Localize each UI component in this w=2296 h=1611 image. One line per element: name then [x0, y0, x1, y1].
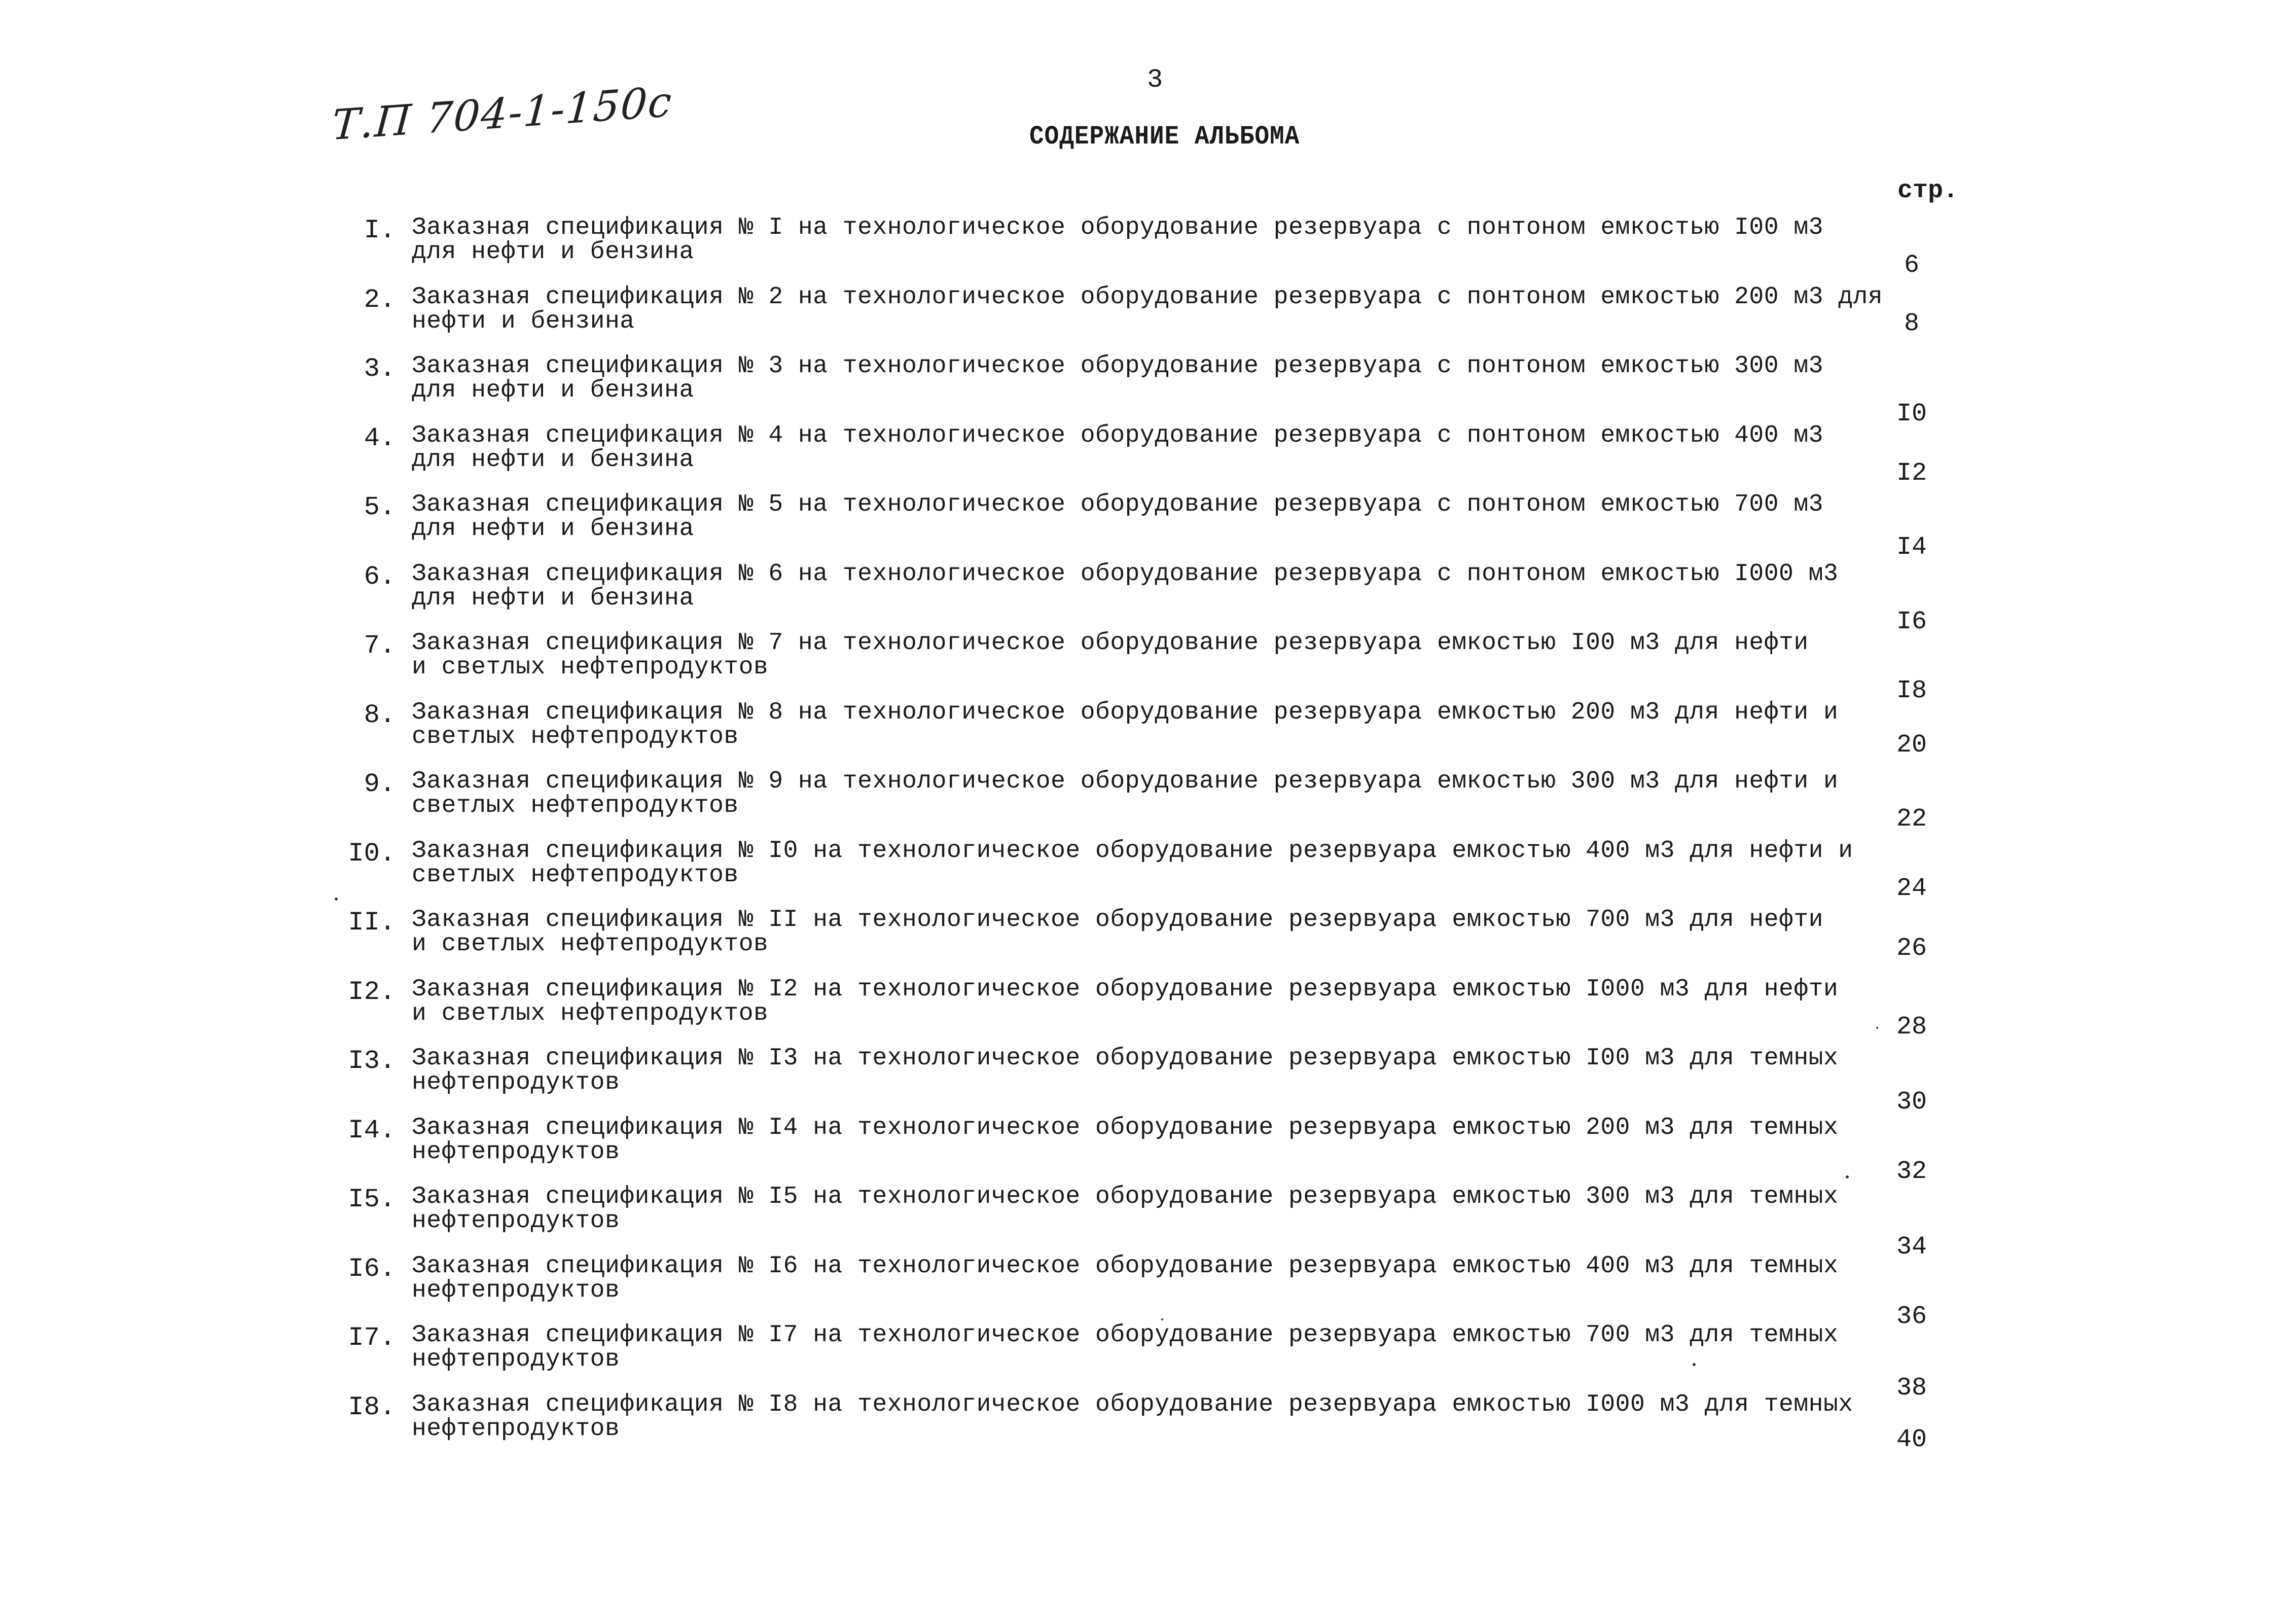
toc-entry: [350, 1392, 2033, 1453]
toc-entry: [350, 491, 2033, 562]
toc-entry-line2: нефтепродуктов: [412, 1069, 620, 1096]
toc-entry-line1: Заказная спецификация № 5 на технологическое оборудование резервуара с понтоном емкостью 700 м3: [412, 491, 1823, 518]
toc-entry-number: 8.: [364, 700, 396, 730]
toc-entry-line2: и светлых нефтепродуктов: [412, 930, 769, 958]
toc-entry-number: 9.: [364, 769, 396, 799]
toc-entry-line1: Заказная спецификация № I0 на технологическое оборудование резервуара емкостью 400 м3 для нефти и: [412, 837, 1853, 865]
toc-entry-page: 8: [1904, 309, 1919, 338]
scan-speck: [335, 898, 338, 901]
toc-entry-line1: Заказная спецификация № 2 на технологическое оборудование резервуара с понтоном емкостью 200 м3 для: [412, 283, 1883, 311]
toc-entry: [350, 421, 2033, 488]
toc-entry-number: I3.: [348, 1046, 396, 1076]
toc-entry-text: [412, 839, 1913, 887]
toc-entry-line2: нефтепродуктов: [412, 1207, 620, 1235]
toc-entry-line1: Заказная спецификация № 6 на технологическое оборудование резервуара с понтоном емкостью I000 м3: [412, 560, 1839, 588]
toc-entry: [350, 629, 2033, 705]
toc-entry-line2: для нефти и бензина: [412, 446, 694, 474]
toc-entry-text: [412, 423, 1913, 472]
toc-entry: [348, 975, 2033, 1042]
toc-entry-text: [412, 1323, 1913, 1372]
toc-entry-number: I5.: [348, 1185, 396, 1214]
toc-entry-line2: нефтепродуктов: [412, 1346, 620, 1373]
toc-entry-number: I4.: [348, 1115, 396, 1145]
toc-entry-line1: Заказная спецификация № 3 на технологическое оборудование резервуара с понтоном емкостью 300 м3: [412, 352, 1823, 380]
toc-entry: [348, 1114, 2033, 1186]
toc-entry-line2: нефтепродуктов: [412, 1138, 620, 1166]
toc-entry: [348, 1045, 2033, 1117]
toc-entry-page: I4: [1896, 533, 1927, 562]
toc-entry-page: 32: [1896, 1157, 1927, 1186]
toc-entry-line2: нефтепродуктов: [412, 1415, 620, 1443]
toc-entry-page: 34: [1896, 1233, 1927, 1262]
toc-entry-line2: для нефти и бензина: [412, 377, 694, 404]
toc-entry-line2: нефтепродуктов: [412, 1276, 620, 1304]
toc-entry-line1: Заказная спецификация № I3 на технологическое оборудование резервуара емкостью I00 м3 для темных: [412, 1045, 1839, 1072]
toc-entry-text: [412, 700, 1913, 749]
toc-entry-number: I6.: [348, 1254, 396, 1284]
toc-entry-text: [412, 354, 1913, 403]
page-number: 3: [1147, 65, 1164, 95]
document-code-stamp: Т.П 704-1-150с: [330, 78, 674, 150]
toc-entry-text: [412, 1392, 1913, 1441]
toc-entry-number: 2.: [364, 284, 396, 315]
scan-speck: [1693, 1363, 1696, 1366]
toc-entry-text: [412, 631, 1913, 679]
toc-entry-line1: Заказная спецификация № I6 на технологическое оборудование резервуара емкостью 400 м3 для темных: [412, 1252, 1839, 1280]
toc-entry-text: [412, 977, 1913, 1026]
toc-entry: [350, 560, 2033, 636]
toc-entry-line1: Заказная спецификация № I5 на технологическое оборудование резервуара емкостью 300 м3 для темных: [412, 1183, 1839, 1210]
toc-entry-page: 6: [1904, 251, 1919, 280]
toc-entry-number: I2.: [348, 977, 396, 1007]
toc-entry-page: 24: [1896, 874, 1927, 903]
toc-entry-page: I6: [1896, 607, 1927, 636]
toc-entry: [348, 1183, 2033, 1262]
toc-entry-number: I8.: [348, 1392, 396, 1422]
toc-entry-number: 3.: [364, 354, 396, 384]
toc-entry-number: I.: [364, 216, 396, 245]
toc-entry-text: [412, 216, 1913, 264]
toc-entry: [348, 837, 2033, 903]
toc-entry-line1: Заказная спецификация № I7 на технологическое оборудование резервуара емкостью 700 м3 для темных: [412, 1321, 1839, 1349]
toc-entry: [348, 1252, 2033, 1331]
toc-entry-line2: светлых нефтепродуктов: [412, 723, 739, 750]
toc-entry-page: 20: [1896, 730, 1927, 760]
toc-entry-line1: Заказная спецификация № 7 на технологическое оборудование резервуара емкостью I00 м3 для нефти: [412, 629, 1809, 657]
scan-speck: [1161, 1318, 1163, 1320]
toc-entry: [350, 700, 2033, 761]
toc-entry-line1: Заказная спецификация № I4 на технологическое оборудование резервуара емкостью 200 м3 для темных: [412, 1114, 1839, 1141]
toc-entry-text: [412, 769, 1913, 818]
toc-entry-text: [412, 1046, 1913, 1095]
toc-entry-page: I8: [1896, 676, 1927, 705]
scan-speck: [1876, 1027, 1878, 1029]
toc-entry: [350, 908, 2033, 969]
toc-entry-number: I0.: [348, 838, 396, 869]
toc-entry-line2: светлых нефтепродуктов: [412, 792, 739, 819]
toc-entry-line1: Заказная спецификация № 8 на технологическое оборудование резервуара емкостью 200 м3 для нефти и: [412, 698, 1839, 726]
toc-entry-page: 36: [1896, 1302, 1927, 1331]
toc-entry-line2: нефти и бензина: [412, 307, 635, 335]
toc-entry-number: 4.: [364, 423, 396, 453]
toc-entry-line2: для нефти и бензина: [412, 515, 694, 543]
toc-entry-page: 26: [1896, 934, 1927, 963]
toc-entry-page: 22: [1896, 805, 1927, 834]
toc-entry: [350, 768, 2033, 834]
toc-entry: [350, 285, 2033, 346]
toc-entry-page: 40: [1896, 1425, 1927, 1454]
toc-entry-line2: и светлых нефтепродуктов: [412, 654, 769, 681]
toc-entry-number: 7.: [364, 631, 396, 661]
toc-entry-line2: для нефти и бензина: [412, 584, 694, 612]
toc-entry-number: I7.: [348, 1323, 396, 1353]
toc-entry-page: I0: [1896, 400, 1927, 428]
toc-entry-line1: Заказная спецификация № 4 на технологическое оборудование резервуара с понтоном емкостью 400 м3: [412, 421, 1823, 449]
toc-entry-line2: светлых нефтепродуктов: [412, 861, 739, 889]
toc-entry-line1: Заказная спецификация № I на технологическое оборудование резервуара с понтоном емкостью I00 м3: [412, 214, 1823, 241]
toc-entry: [350, 214, 2033, 280]
toc-entry-number: II.: [348, 908, 396, 938]
toc-entry-text: [412, 492, 1913, 541]
toc-entry-text: [412, 562, 1913, 611]
toc-entry-text: [412, 1254, 1913, 1303]
toc-entry-line2: для нефти и бензина: [412, 238, 694, 266]
toc-entry-line1: Заказная спецификация № 9 на технологическое оборудование резервуара емкостью 300 м3 для нефти и: [412, 768, 1839, 795]
toc-entry-page: 38: [1896, 1374, 1927, 1403]
toc-entry-page: 28: [1896, 1012, 1927, 1042]
toc-entry-page: 30: [1896, 1088, 1927, 1117]
toc-entry-line1: Заказная спецификация № I2 на технологическое оборудование резервуара емкостью I000 м3 для нефти: [412, 975, 1839, 1003]
toc-entry-line1: Заказная спецификация № II на технологическое оборудование резервуара емкостью 700 м3 для нефти: [412, 906, 1823, 934]
toc-entry-line2: и светлых нефтепродуктов: [412, 999, 769, 1027]
toc-entry-line1: Заказная спецификация № I8 на технологическое оборудование резервуара емкостью I000 м3 для темных: [412, 1390, 1853, 1418]
scan-speck: [1846, 1175, 1849, 1178]
album-contents-title: СОДЕРЖАНИЕ АЛЬБОМА: [1029, 122, 1300, 152]
toc-entry-number: 5.: [364, 492, 396, 522]
toc-entry-text: [412, 285, 1913, 334]
page-column-header: стр.: [1897, 176, 1959, 205]
toc-entry-number: 6.: [364, 561, 396, 592]
toc-entry-text: [412, 1116, 1913, 1164]
toc-entry: [350, 352, 2033, 428]
toc-entry-text: [412, 1185, 1913, 1233]
toc-entry-page: I2: [1896, 458, 1927, 488]
toc-entry-text: [412, 908, 1913, 956]
toc-entry: [348, 1321, 2033, 1403]
